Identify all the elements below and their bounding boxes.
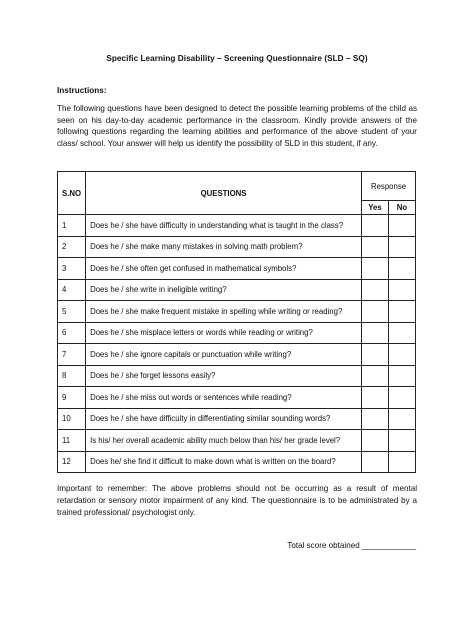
row-question: Does he / she misplace letters or words while reading or writing? bbox=[86, 322, 362, 344]
header-response-label: Response bbox=[370, 181, 407, 191]
yes-response-cell[interactable] bbox=[362, 215, 389, 237]
yes-response-cell[interactable] bbox=[362, 387, 389, 409]
row-number: 4 bbox=[58, 279, 86, 301]
row-number: 11 bbox=[58, 430, 86, 452]
total-score-label: Total score obtained ____________ bbox=[287, 541, 416, 550]
table-row bbox=[58, 215, 416, 237]
row-question: Does he/ she find it difficult to make down what is written on the board? bbox=[86, 451, 362, 473]
row-number: 3 bbox=[58, 258, 86, 280]
table-row bbox=[58, 322, 416, 344]
row-number: 12 bbox=[58, 451, 86, 473]
no-response-cell[interactable] bbox=[389, 215, 416, 237]
row-question: Does he / she miss out words or sentences while reading? bbox=[86, 387, 362, 409]
yes-response-cell[interactable] bbox=[362, 279, 389, 301]
no-response-cell[interactable] bbox=[389, 301, 416, 323]
yes-response-cell[interactable] bbox=[362, 365, 389, 387]
yes-response-cell[interactable] bbox=[362, 236, 389, 258]
row-number: 10 bbox=[58, 408, 86, 430]
row-number: 8 bbox=[58, 365, 86, 387]
table-row bbox=[58, 301, 416, 323]
row-number: 5 bbox=[58, 301, 86, 323]
header-response bbox=[362, 172, 416, 201]
yes-response-cell[interactable] bbox=[362, 408, 389, 430]
table-row bbox=[58, 344, 416, 366]
yes-response-cell[interactable] bbox=[362, 322, 389, 344]
row-question: Does he / she write in ineligible writing? bbox=[86, 279, 362, 301]
no-response-cell[interactable] bbox=[389, 387, 416, 409]
table-row bbox=[58, 430, 416, 452]
row-question: Does he / she make many mistakes in solving math problem? bbox=[86, 236, 362, 258]
yes-response-cell[interactable] bbox=[362, 451, 389, 473]
yes-response-cell[interactable] bbox=[362, 258, 389, 280]
row-number: 7 bbox=[58, 344, 86, 366]
row-question: Does he / she ignore capitals or punctuation while writing? bbox=[86, 344, 362, 366]
no-response-cell[interactable] bbox=[389, 451, 416, 473]
no-response-cell[interactable] bbox=[389, 258, 416, 280]
table-row bbox=[58, 258, 416, 280]
header-questions: QUESTIONS bbox=[86, 172, 362, 215]
row-question: Does he / she have difficulty in differentiating similar sounding words? bbox=[86, 408, 362, 430]
table-row bbox=[58, 451, 416, 473]
important-note: Important to remember: The above problems should not be occurring as a result of mental retardation or sensory motor impairment of any kind. The questionnaire is to be administrated by a trained professional/ psychologist only. bbox=[57, 484, 417, 517]
yes-response-cell[interactable] bbox=[362, 301, 389, 323]
header-no: No bbox=[389, 201, 416, 215]
row-question: Is his/ her overall academic ability much below than his/ her grade level? bbox=[86, 430, 362, 452]
table-row bbox=[58, 279, 416, 301]
no-response-cell[interactable] bbox=[389, 344, 416, 366]
no-response-cell[interactable] bbox=[389, 279, 416, 301]
row-number: 2 bbox=[58, 236, 86, 258]
row-number: 6 bbox=[58, 322, 86, 344]
row-number: 1 bbox=[58, 215, 86, 237]
row-question: Does he / she forget lessons easily? bbox=[86, 365, 362, 387]
questionnaire-table bbox=[57, 171, 416, 473]
row-question: Does he / she often get confused in mathematical symbols? bbox=[86, 258, 362, 280]
no-response-cell[interactable] bbox=[389, 408, 416, 430]
no-response-cell[interactable] bbox=[389, 236, 416, 258]
document-title: Specific Learning Disability – Screening Questionnaire (SLD – SQ) bbox=[106, 54, 368, 63]
no-response-cell[interactable] bbox=[389, 322, 416, 344]
table-row bbox=[58, 387, 416, 409]
header-sno: S.NO bbox=[58, 172, 86, 215]
yes-response-cell[interactable] bbox=[362, 344, 389, 366]
table-row bbox=[58, 408, 416, 430]
no-response-cell[interactable] bbox=[389, 365, 416, 387]
instructions-heading: Instructions: bbox=[57, 86, 107, 95]
row-number: 9 bbox=[58, 387, 86, 409]
table-row bbox=[58, 236, 416, 258]
no-response-cell[interactable] bbox=[389, 430, 416, 452]
header-yes: Yes bbox=[362, 201, 389, 215]
row-question: Does he / she have difficulty in understanding what is taught in the class? bbox=[86, 215, 362, 237]
table-row bbox=[58, 365, 416, 387]
yes-response-cell[interactable] bbox=[362, 430, 389, 452]
row-question: Does he / she make frequent mistake in spelling while writing or reading? bbox=[86, 301, 362, 323]
instructions-text: The following questions have been designed to detect the possible learning problems of the child as seen on his day-to-day academic performance in the classroom. Kindly provide answers of the following questions regarding the learning abilities and performance of the above student of your class/ school. Your answer will help us identify the possibility of SLD in this student, if any. bbox=[57, 104, 417, 148]
